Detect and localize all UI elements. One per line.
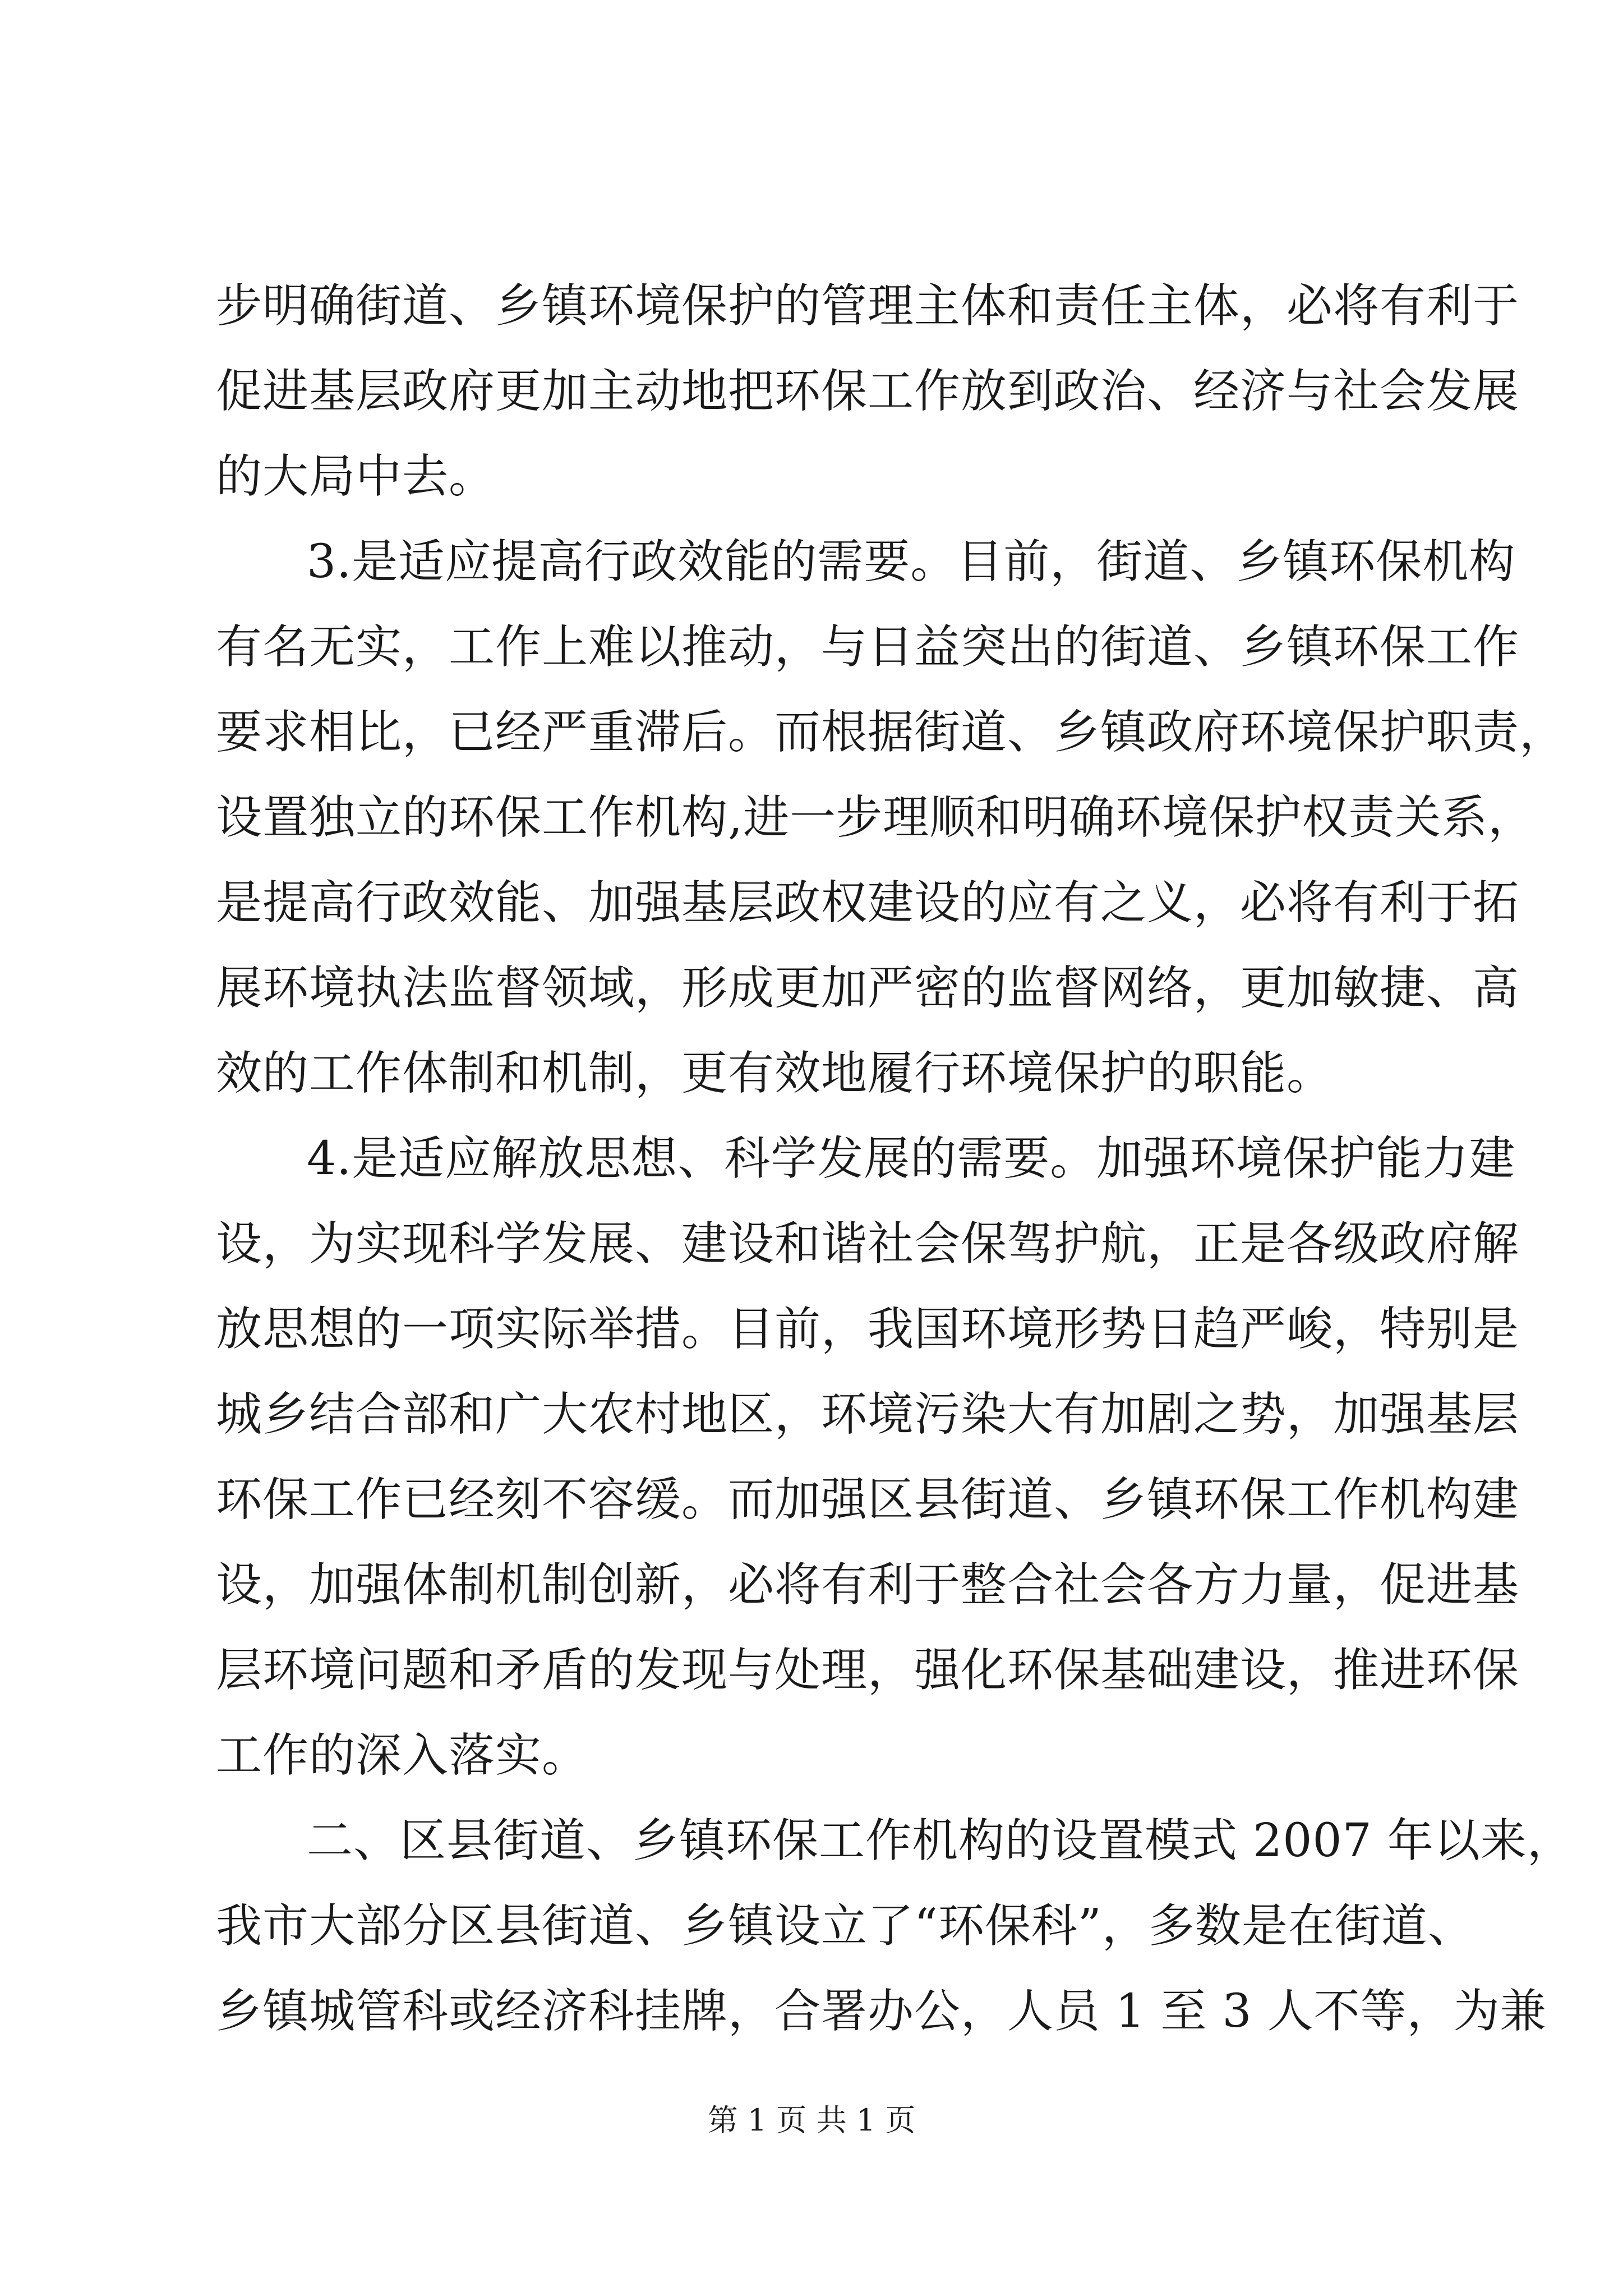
paragraph-line: 4.是适应解放思想、科学发展的需要。加强环境保护能力建: [307, 1132, 1516, 1185]
page-number-label: 第 1 页 共 1 页: [707, 2102, 916, 2138]
paragraph-line: 效的工作体制和机制，更有效地履行环境保护的职能。: [216, 1047, 1334, 1100]
paragraph-4: [216, 1798, 1574, 2054]
paragraph-line: 要求相比，已经严重滞后。而根据街道、乡镇政府环境保护职责，: [216, 706, 1566, 759]
paragraph-line: 设置独立的环保工作机构,进一步理顺和明确环境保护权责关系，: [216, 791, 1535, 844]
paragraph-line: 促进基层政府更加主动地把环保工作放到政治、经济与社会发展: [216, 365, 1520, 418]
paragraph-line: 层环境问题和矛盾的发现与处理，强化环保基础建设，推进环保: [216, 1644, 1520, 1697]
paragraph-line: 二、区县街道、乡镇环保工作机构的设置模式 2007 年以来，: [307, 1814, 1574, 1867]
paragraph-line: 我市大部分区县街道、乡镇设立了“环保科”，多数是在街道、: [216, 1899, 1474, 1953]
document-body: [216, 264, 1574, 2054]
paragraph-line: 工作的深入落实。: [216, 1729, 589, 1782]
paragraph-line: 设，加强体制机制创新，必将有利于整合社会各方力量，促进基: [216, 1558, 1520, 1612]
paragraph-line: 设，为实现科学发展、建设和谐社会保驾护航，正是各级政府解: [216, 1217, 1520, 1271]
paragraph-line: 乡镇城管科或经济科挂牌，合署办公，人员 1 至 3 人不等，为兼: [216, 1985, 1547, 2038]
paragraph-line: 放思想的一项实际举措。目前，我国环境形势日趋严峻，特别是: [216, 1303, 1520, 1356]
paragraph-line: 环保工作已经刻不容缓。而加强区县街道、乡镇环保工作机构建: [216, 1473, 1520, 1526]
paragraph-2: [216, 519, 1566, 1116]
paragraph-line: 城乡结合部和广大农村地区，环境污染大有加剧之势，加强基层: [216, 1388, 1520, 1441]
paragraph-line: 3.是适应提高行政效能的需要。目前，街道、乡镇环保机构: [307, 535, 1516, 588]
paragraph-line: 是提高行政效能、加强基层政权建设的应有之义，必将有利于拓: [216, 876, 1520, 930]
paragraph-1: [216, 264, 1520, 519]
paragraph-line: 有名无实，工作上难以推动，与日益突出的街道、乡镇环保工作: [216, 620, 1520, 674]
paragraph-line: 展环境执法监督领域，形成更加严密的监督网络，更加敏捷、高: [216, 961, 1520, 1015]
page-footer: [0, 2098, 1623, 2143]
paragraph-3: [216, 1116, 1520, 1798]
paragraph-line: 步明确街道、乡镇环境保护的管理主体和责任主体，必将有利于: [216, 279, 1520, 333]
paragraph-line: 的大局中去。: [216, 450, 496, 503]
